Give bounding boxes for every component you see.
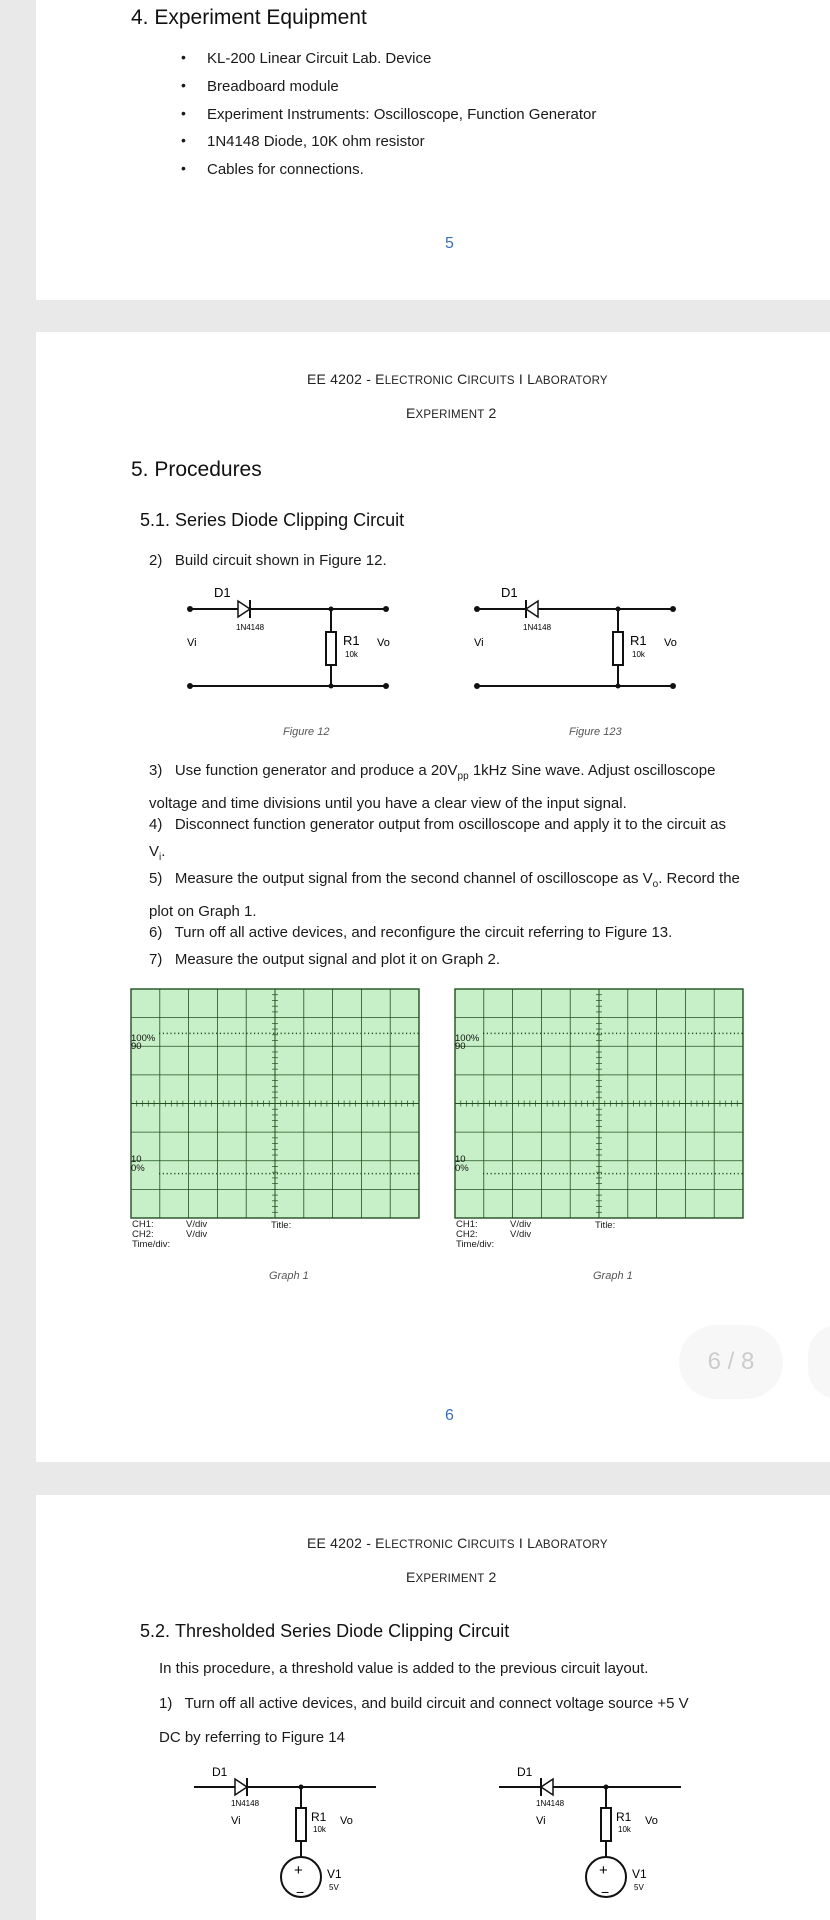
input-label: Vi bbox=[231, 1815, 241, 1827]
resistor-label: R1 bbox=[630, 633, 647, 648]
output-label: Vo bbox=[645, 1815, 658, 1827]
graph-1-left bbox=[130, 988, 420, 1278]
vdiv-labels: V/div V/div bbox=[186, 1219, 208, 1240]
resistor-icon bbox=[613, 632, 623, 665]
step-2: 2) Build circuit shown in Figure 12. bbox=[149, 552, 387, 569]
circuit-figure-12 bbox=[176, 577, 426, 702]
label-100: 100% bbox=[131, 1033, 156, 1044]
resistor-label: R1 bbox=[616, 1810, 632, 1824]
diode-label: D1 bbox=[212, 1767, 228, 1779]
step-3: 3) Use function generator and produce a $20V_{pp}$ 1kHz Sine wave. Adjust oscilloscope voltage and time divisions until you have a clear view of the input signal. bbox=[149, 762, 716, 812]
svg-text:+: + bbox=[599, 1862, 608, 1879]
resistor-label: R1 bbox=[311, 1810, 327, 1824]
diode-model: 1N4148 bbox=[523, 623, 552, 632]
svg-text:−: − bbox=[296, 1884, 305, 1900]
equipment-item: • Breadboard module bbox=[207, 78, 339, 95]
output-label: Vo bbox=[664, 637, 677, 649]
resistor-value: 10k bbox=[345, 650, 358, 659]
graph-caption-left: Graph 1 bbox=[269, 1270, 309, 1282]
page-5 bbox=[36, 0, 830, 300]
page-6 bbox=[36, 332, 830, 1462]
equipment-item: • Cables for connections. bbox=[207, 161, 364, 178]
label-100: 100% bbox=[455, 1033, 480, 1044]
subsection-5-2-heading: 5.2. Thresholded Series Diode Clipping Circuit bbox=[140, 1621, 510, 1641]
resistor-value: 10k bbox=[618, 1825, 631, 1834]
page-number: 5 bbox=[445, 235, 454, 252]
section-5-title: 5. Procedures bbox=[131, 458, 262, 481]
diode-label: D1 bbox=[214, 585, 231, 600]
running-header: EE 4202 - ELECTRONIC CIRCUITS I LABORATORY bbox=[307, 1535, 608, 1551]
graph-caption-right: Graph 1 bbox=[593, 1270, 633, 1282]
resistor-icon bbox=[601, 1808, 611, 1841]
graph-title-label: Title: bbox=[271, 1220, 292, 1231]
source-label: V1 bbox=[632, 1867, 647, 1881]
page-indicator: 6 / 8 bbox=[679, 1325, 783, 1399]
circuit-figure-123 bbox=[463, 577, 713, 702]
step-1-line-2: DC by referring to Figure 14 bbox=[159, 1729, 345, 1746]
step-4: 4) Disconnect function generator output from oscilloscope and apply it to the circuit as $V_i$. bbox=[149, 816, 726, 863]
diode-model: 1N4148 bbox=[536, 1799, 565, 1808]
resistor-icon bbox=[296, 1808, 306, 1841]
intro-text: In this procedure, a threshold value is added to the previous circuit layout. bbox=[159, 1660, 649, 1677]
equipment-item: • KL-200 Linear Circuit Lab. Device bbox=[207, 50, 431, 67]
step-6: 6) Turn off all active devices, and reconfigure the circuit referring to Figure 13. bbox=[149, 924, 673, 941]
section-4-title: 4. Experiment Equipment bbox=[131, 6, 367, 29]
subsection-5-1-heading: 5.1. Series Diode Clipping Circuit bbox=[140, 510, 405, 530]
label-0: 0% bbox=[131, 1163, 145, 1174]
resistor-label: R1 bbox=[343, 633, 360, 648]
label-90: 90 bbox=[131, 1041, 142, 1052]
diode-label: D1 bbox=[501, 585, 518, 600]
resistor-value: 10k bbox=[313, 1825, 326, 1834]
label-0: 0% bbox=[455, 1163, 469, 1174]
label-10: 10 bbox=[131, 1154, 142, 1165]
experiment-header: EXPERIMENT 2 bbox=[406, 405, 497, 421]
label-10: 10 bbox=[455, 1154, 466, 1165]
step-7: 7) Measure the output signal and plot it on Graph 2. bbox=[149, 951, 501, 968]
vdiv-labels: V/div V/div bbox=[510, 1219, 532, 1240]
figure-12-caption: Figure 12 bbox=[283, 726, 330, 738]
resistor-icon bbox=[326, 632, 336, 665]
diode-label: D1 bbox=[517, 1767, 533, 1779]
input-label: Vi bbox=[474, 637, 484, 649]
figure-123-caption: Figure 123 bbox=[569, 726, 622, 738]
input-label: Vi bbox=[536, 1815, 546, 1827]
oscilloscope-grid bbox=[454, 988, 744, 1220]
running-header: EE 4202 - ELECTRONIC CIRCUITS I LABORATORY bbox=[307, 371, 608, 387]
step-1-line-1: 1) Turn off all active devices, and build circuit and connect voltage source +5 V bbox=[159, 1695, 689, 1712]
source-label: V1 bbox=[327, 1867, 342, 1881]
step-5: 5) Measure the output signal from the second channel of oscilloscope as $V_o$. Record the plot on Graph 1. bbox=[149, 870, 740, 920]
source-value: 5V bbox=[329, 1883, 339, 1892]
circuit-figure-14 bbox=[186, 1767, 426, 1920]
page-7 bbox=[36, 1495, 830, 1920]
oscilloscope-grid bbox=[130, 988, 420, 1220]
diode-model: 1N4148 bbox=[231, 1799, 260, 1808]
equipment-item: • Experiment Instruments: Oscilloscope, Function Generator bbox=[207, 106, 596, 123]
circuit-figure-15 bbox=[491, 1767, 731, 1920]
output-label: Vo bbox=[340, 1815, 353, 1827]
equipment-item: • 1N4148 Diode, 10K ohm resistor bbox=[207, 133, 425, 150]
source-value: 5V bbox=[634, 1883, 644, 1892]
channel-labels: CH1: CH2: Time/div: bbox=[456, 1219, 495, 1250]
graph-1-right bbox=[454, 988, 744, 1278]
resistor-value: 10k bbox=[632, 650, 645, 659]
diode-model: 1N4148 bbox=[236, 623, 265, 632]
svg-text:−: − bbox=[601, 1884, 610, 1900]
label-90: 90 bbox=[455, 1041, 466, 1052]
svg-text:+: + bbox=[294, 1862, 303, 1879]
input-label: Vi bbox=[187, 637, 197, 649]
channel-labels: CH1: CH2: Time/div: bbox=[132, 1219, 171, 1250]
output-label: Vo bbox=[377, 637, 390, 649]
experiment-header: EXPERIMENT 2 bbox=[406, 1569, 497, 1585]
page-number: 6 bbox=[445, 1407, 454, 1424]
graph-title-label: Title: bbox=[595, 1220, 616, 1231]
